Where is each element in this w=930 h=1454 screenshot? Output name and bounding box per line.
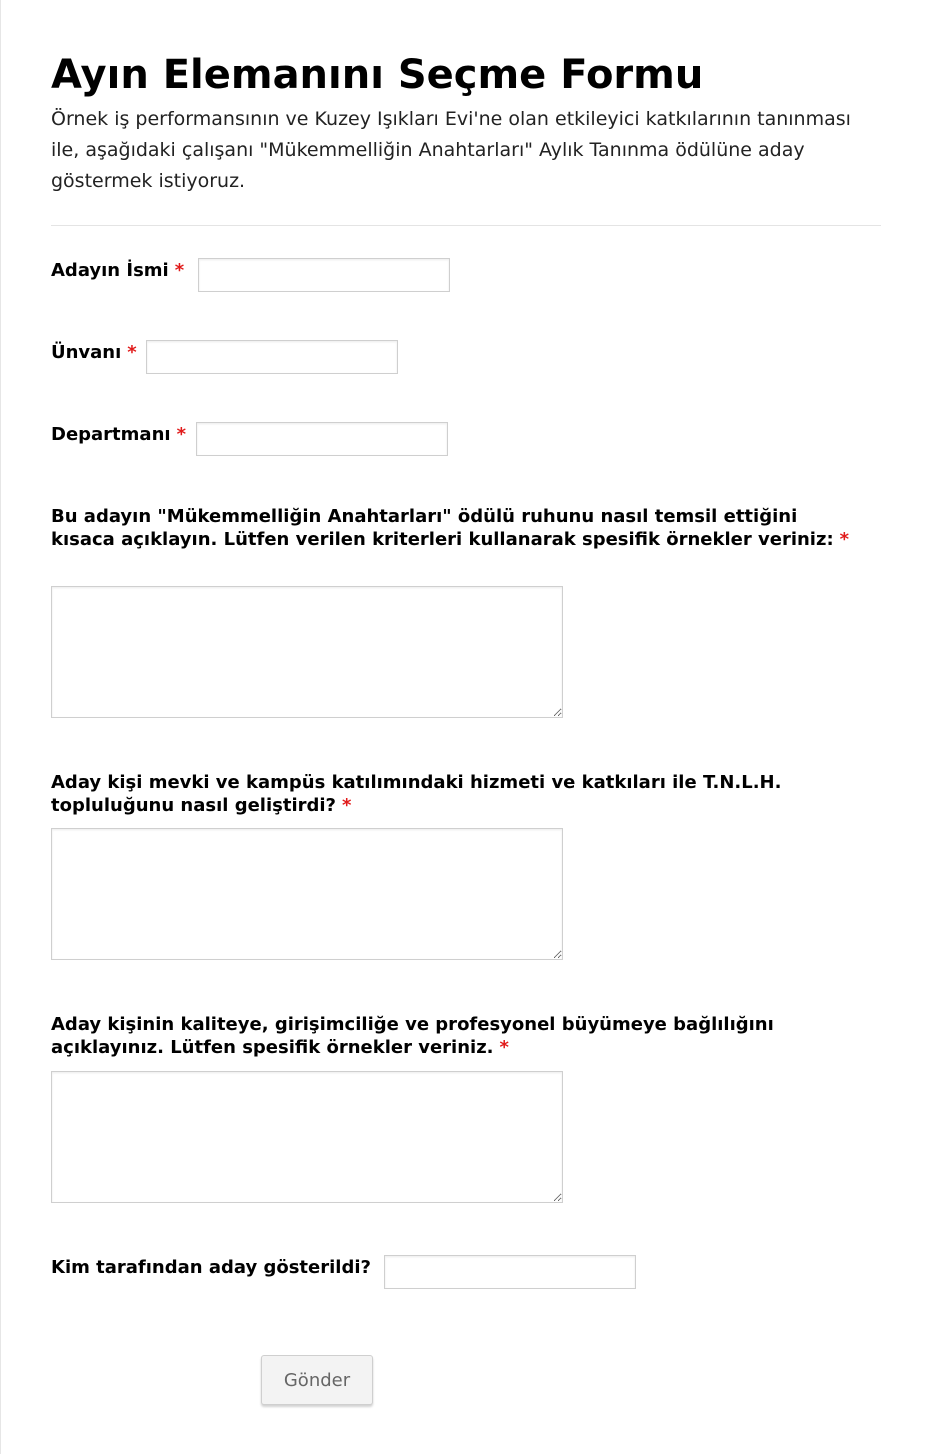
nominated-by-label: Kim tarafından aday gösterildi? (51, 1257, 371, 1278)
form-title: Ayın Elemanını Seçme Formu (51, 52, 704, 98)
keys-to-excellence-label (51, 505, 851, 551)
candidate-name-label-text: Adayın İsmi (51, 260, 169, 281)
department-label (51, 423, 186, 446)
community-contribution-label (51, 771, 851, 817)
keys-to-excellence-label-text: Bu adayın "Mükemmelliğin Anahtarları" ödülü ruhunu nasıl temsil ettiğini kısaca açıklayın. Lütfen verilen kriterleri kullanarak spesifik örnekler veriniz: (51, 506, 834, 550)
form-description: Örnek iş performansının ve Kuzey Işıkları Evi'ne olan etkileyici katkılarının tanınması ile, aşağıdaki çalışanı "Mükemmelliğin Anahtarları" Aylık Tanınma ödülüne aday göstermek istiyoruz. (51, 108, 851, 192)
community-contribution-label-text: Aday kişi mevki ve kampüs katılımındaki hizmeti ve katkıları ile T.N.L.H. topluluğunu nasıl geliştirdi? (51, 772, 782, 816)
candidate-name-label (51, 259, 184, 282)
job-title-label-text: Ünvanı (51, 342, 122, 363)
submit-button[interactable]: Gönder (261, 1355, 373, 1405)
department-label-text: Departmanı (51, 424, 171, 445)
nominated-by-input[interactable] (384, 1255, 636, 1289)
required-asterisk: * (499, 1037, 509, 1058)
job-title-label (51, 341, 137, 364)
header-divider (51, 225, 881, 226)
required-asterisk: * (174, 260, 185, 281)
candidate-name-input[interactable] (198, 258, 450, 292)
commitment-label-text: Aday kişinin kaliteye, girişimciliğe ve profesyonel büyümeye bağlılığını açıklayınız. Lütfen spesifik örnekler veriniz. (51, 1014, 774, 1058)
commitment-textarea[interactable] (51, 1071, 563, 1203)
required-asterisk: * (342, 795, 352, 816)
required-asterisk: * (839, 529, 850, 550)
job-title-input[interactable] (146, 340, 398, 374)
required-asterisk: * (127, 342, 137, 363)
community-contribution-textarea[interactable] (51, 828, 563, 960)
keys-to-excellence-textarea[interactable] (51, 586, 563, 718)
required-asterisk: * (176, 424, 186, 445)
department-input[interactable] (196, 422, 448, 456)
commitment-label (51, 1013, 851, 1059)
